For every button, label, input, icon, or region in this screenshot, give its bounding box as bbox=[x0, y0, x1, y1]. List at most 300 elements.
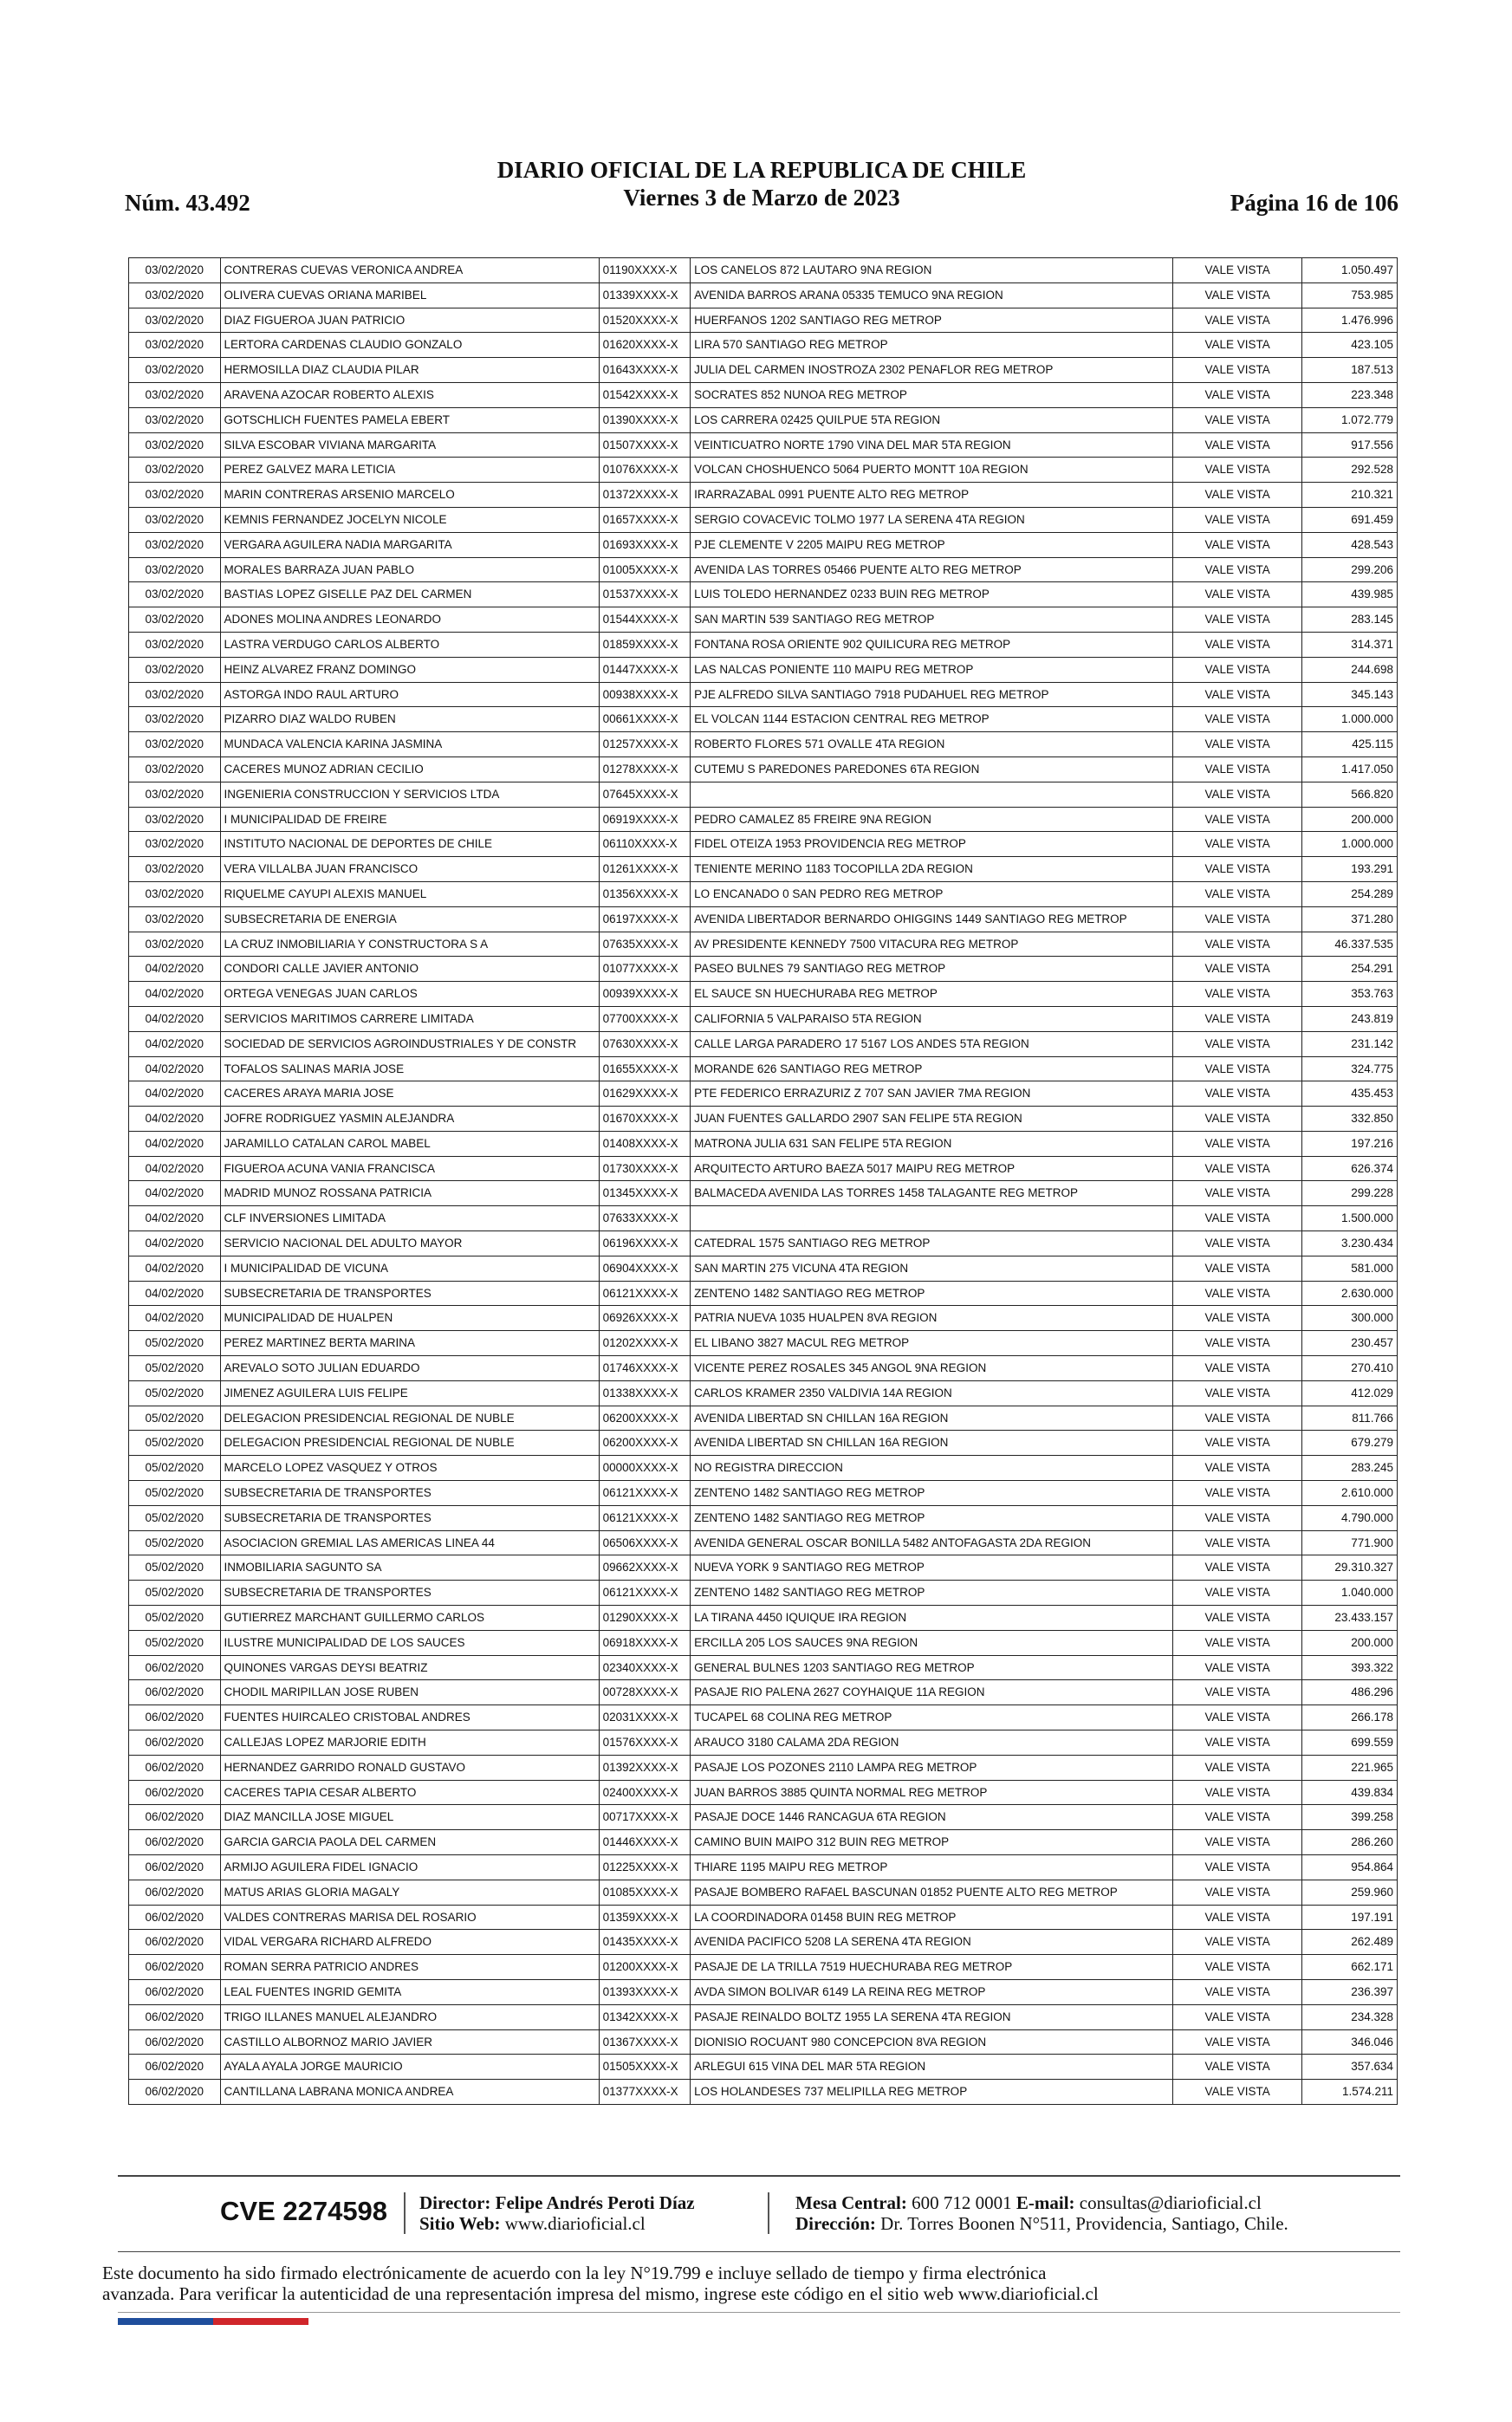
row-date: 05/02/2020 bbox=[129, 1380, 221, 1406]
row-address: ROBERTO FLORES 571 OVALLE 4TA REGION bbox=[691, 732, 1173, 757]
row-rut: 01342XXXX-X bbox=[599, 2004, 691, 2029]
row-beneficiary: AREVALO SOTO JULIAN EDUARDO bbox=[220, 1356, 599, 1381]
table-row bbox=[129, 1905, 1398, 1930]
row-rut: 01693XXXX-X bbox=[599, 532, 691, 557]
row-beneficiary: ORTEGA VENEGAS JUAN CARLOS bbox=[220, 982, 599, 1007]
row-payment-type: VALE VISTA bbox=[1172, 657, 1302, 682]
table-row bbox=[129, 1380, 1398, 1406]
row-address: ARLEGUI 615 VINA DEL MAR 5TA REGION bbox=[691, 2055, 1173, 2080]
row-amount: 283.145 bbox=[1302, 607, 1398, 633]
row-rut: 01290XXXX-X bbox=[599, 1606, 691, 1631]
row-address: LIRA 570 SANTIAGO REG METROP bbox=[691, 333, 1173, 358]
row-rut: 06200XXXX-X bbox=[599, 1431, 691, 1456]
row-amount: 1.476.996 bbox=[1302, 308, 1398, 333]
row-rut: 06904XXXX-X bbox=[599, 1256, 691, 1281]
row-address: EL SAUCE SN HUECHURABA REG METROP bbox=[691, 982, 1173, 1007]
row-amount: 210.321 bbox=[1302, 483, 1398, 508]
row-beneficiary: CALLEJAS LOPEZ MARJORIE EDITH bbox=[220, 1730, 599, 1756]
table-row bbox=[129, 458, 1398, 483]
table-row bbox=[129, 782, 1398, 807]
table-row bbox=[129, 1555, 1398, 1581]
row-amount: 23.433.157 bbox=[1302, 1606, 1398, 1631]
row-beneficiary: HEINZ ALVAREZ FRANZ DOMINGO bbox=[220, 657, 599, 682]
signature-notice bbox=[102, 2263, 1315, 2304]
row-date: 03/02/2020 bbox=[129, 682, 221, 707]
row-payment-type: VALE VISTA bbox=[1172, 1206, 1302, 1231]
mesa-label: Mesa Central: bbox=[795, 2192, 907, 2213]
row-address: PEDRO CAMALEZ 85 FREIRE 9NA REGION bbox=[691, 807, 1173, 832]
payments-table bbox=[128, 257, 1398, 2105]
row-address: CAMINO BUIN MAIPO 312 BUIN REG METROP bbox=[691, 1830, 1173, 1855]
row-rut: 02340XXXX-X bbox=[599, 1655, 691, 1680]
table-row bbox=[129, 507, 1398, 532]
row-address: ARQUITECTO ARTURO BAEZA 5017 MAIPU REG METROP bbox=[691, 1156, 1173, 1181]
table-row bbox=[129, 557, 1398, 582]
page-header bbox=[125, 156, 1398, 217]
row-amount: 1.050.497 bbox=[1302, 258, 1398, 283]
row-date: 06/02/2020 bbox=[129, 1730, 221, 1756]
row-payment-type: VALE VISTA bbox=[1172, 906, 1302, 932]
table-row bbox=[129, 483, 1398, 508]
row-date: 03/02/2020 bbox=[129, 657, 221, 682]
row-beneficiary: KEMNIS FERNANDEZ JOCELYN NICOLE bbox=[220, 507, 599, 532]
table-row bbox=[129, 932, 1398, 957]
row-rut: 07635XXXX-X bbox=[599, 932, 691, 957]
table-row bbox=[129, 2029, 1398, 2055]
page-number: Página 16 de 106 bbox=[1230, 190, 1398, 216]
row-date: 06/02/2020 bbox=[129, 1830, 221, 1855]
row-beneficiary: DELEGACION PRESIDENCIAL REGIONAL DE NUBLE bbox=[220, 1431, 599, 1456]
row-beneficiary: CASTILLO ALBORNOZ MARIO JAVIER bbox=[220, 2029, 599, 2055]
row-beneficiary: LA CRUZ INMOBILIARIA Y CONSTRUCTORA S A bbox=[220, 932, 599, 957]
row-rut: 09662XXXX-X bbox=[599, 1555, 691, 1581]
table-row bbox=[129, 906, 1398, 932]
row-amount: 262.489 bbox=[1302, 1930, 1398, 1955]
row-payment-type: VALE VISTA bbox=[1172, 732, 1302, 757]
row-amount: 283.245 bbox=[1302, 1456, 1398, 1481]
row-amount: 1.500.000 bbox=[1302, 1206, 1398, 1231]
row-payment-type: VALE VISTA bbox=[1172, 756, 1302, 782]
row-payment-type: VALE VISTA bbox=[1172, 1231, 1302, 1256]
row-beneficiary: I MUNICIPALIDAD DE FREIRE bbox=[220, 807, 599, 832]
row-rut: 01200XXXX-X bbox=[599, 1955, 691, 1980]
row-beneficiary: QUINONES VARGAS DEYSI BEATRIZ bbox=[220, 1655, 599, 1680]
footer-mid-rule bbox=[118, 2251, 1400, 2252]
table-row bbox=[129, 1431, 1398, 1456]
table-row bbox=[129, 1755, 1398, 1780]
row-beneficiary: RIQUELME CAYUPI ALEXIS MANUEL bbox=[220, 881, 599, 906]
table-row bbox=[129, 607, 1398, 633]
row-beneficiary: CACERES TAPIA CESAR ALBERTO bbox=[220, 1780, 599, 1805]
notice-line-2: avanzada. Para verificar la autenticidad de una representación impresa del mismo, ingrese este código en el sitio web www.diarioficial.cl bbox=[102, 2283, 1099, 2304]
table-row bbox=[129, 258, 1398, 283]
row-address: THIARE 1195 MAIPU REG METROP bbox=[691, 1855, 1173, 1880]
publication-date: Viernes 3 de Marzo de 2023 bbox=[623, 185, 900, 211]
row-rut: 06926XXXX-X bbox=[599, 1306, 691, 1331]
row-amount: 266.178 bbox=[1302, 1705, 1398, 1730]
row-payment-type: VALE VISTA bbox=[1172, 1131, 1302, 1156]
table-row bbox=[129, 632, 1398, 657]
row-address: AVENIDA LAS TORRES 05466 PUENTE ALTO REG METROP bbox=[691, 557, 1173, 582]
row-amount: 425.115 bbox=[1302, 732, 1398, 757]
row-address: GENERAL BULNES 1203 SANTIAGO REG METROP bbox=[691, 1655, 1173, 1680]
row-beneficiary: SUBSECRETARIA DE TRANSPORTES bbox=[220, 1505, 599, 1530]
row-beneficiary: SERVICIOS MARITIMOS CARRERE LIMITADA bbox=[220, 1006, 599, 1031]
row-beneficiary: ADONES MOLINA ANDRES LEONARDO bbox=[220, 607, 599, 633]
row-address: LOS CANELOS 872 LAUTARO 9NA REGION bbox=[691, 258, 1173, 283]
website-link[interactable]: www.diarioficial.cl bbox=[504, 2213, 646, 2234]
row-rut: 07645XXXX-X bbox=[599, 782, 691, 807]
row-date: 03/02/2020 bbox=[129, 732, 221, 757]
table-row bbox=[129, 1107, 1398, 1132]
row-amount: 699.559 bbox=[1302, 1730, 1398, 1756]
row-amount: 393.322 bbox=[1302, 1655, 1398, 1680]
row-rut: 01505XXXX-X bbox=[599, 2055, 691, 2080]
row-beneficiary: JIMENEZ AGUILERA LUIS FELIPE bbox=[220, 1380, 599, 1406]
row-payment-type: VALE VISTA bbox=[1172, 1056, 1302, 1081]
table-row bbox=[129, 1955, 1398, 1980]
row-rut: 01202XXXX-X bbox=[599, 1331, 691, 1356]
row-payment-type: VALE VISTA bbox=[1172, 2080, 1302, 2105]
table-row bbox=[129, 957, 1398, 982]
row-address: CUTEMU S PAREDONES PAREDONES 6TA REGION bbox=[691, 756, 1173, 782]
row-address: VEINTICUATRO NORTE 1790 VINA DEL MAR 5TA REGION bbox=[691, 432, 1173, 458]
table-row bbox=[129, 1655, 1398, 1680]
row-address bbox=[691, 782, 1173, 807]
row-amount: 357.634 bbox=[1302, 2055, 1398, 2080]
row-date: 05/02/2020 bbox=[129, 1505, 221, 1530]
issue-number: Núm. 43.492 bbox=[125, 190, 250, 216]
row-payment-type: VALE VISTA bbox=[1172, 258, 1302, 283]
row-amount: 244.698 bbox=[1302, 657, 1398, 682]
row-address: LO ENCANADO 0 SAN PEDRO REG METROP bbox=[691, 881, 1173, 906]
row-rut: 01620XXXX-X bbox=[599, 333, 691, 358]
notice-line-1: Este documento ha sido firmado electrónicamente de acuerdo con la ley N°19.799 e incluye sellado de tiempo y firma electrónica bbox=[102, 2263, 1047, 2283]
row-amount: 299.228 bbox=[1302, 1181, 1398, 1206]
row-amount: 332.850 bbox=[1302, 1107, 1398, 1132]
row-amount: 428.543 bbox=[1302, 532, 1398, 557]
row-rut: 06121XXXX-X bbox=[599, 1481, 691, 1506]
row-beneficiary: GARCIA GARCIA PAOLA DEL CARMEN bbox=[220, 1830, 599, 1855]
row-amount: 254.289 bbox=[1302, 881, 1398, 906]
row-beneficiary: FUENTES HUIRCALEO CRISTOBAL ANDRES bbox=[220, 1705, 599, 1730]
row-address: NO REGISTRA DIRECCION bbox=[691, 1456, 1173, 1481]
row-address: JUAN FUENTES GALLARDO 2907 SAN FELIPE 5TA REGION bbox=[691, 1107, 1173, 1132]
address-line bbox=[795, 2213, 1288, 2234]
table-row bbox=[129, 1281, 1398, 1306]
row-amount: 299.206 bbox=[1302, 557, 1398, 582]
row-address: AVENIDA BARROS ARANA 05335 TEMUCO 9NA REGION bbox=[691, 282, 1173, 308]
contact-line bbox=[795, 2192, 1288, 2213]
row-rut: 01507XXXX-X bbox=[599, 432, 691, 458]
row-payment-type: VALE VISTA bbox=[1172, 1606, 1302, 1631]
row-payment-type: VALE VISTA bbox=[1172, 1356, 1302, 1381]
row-beneficiary: SUBSECRETARIA DE TRANSPORTES bbox=[220, 1581, 599, 1606]
row-rut: 01393XXXX-X bbox=[599, 1979, 691, 2004]
row-amount: 1.000.000 bbox=[1302, 832, 1398, 857]
row-address: PTE FEDERICO ERRAZURIZ Z 707 SAN JAVIER 7MA REGION bbox=[691, 1081, 1173, 1107]
row-amount: 626.374 bbox=[1302, 1156, 1398, 1181]
row-address: JUAN BARROS 3885 QUINTA NORMAL REG METROP bbox=[691, 1780, 1173, 1805]
table-row bbox=[129, 1156, 1398, 1181]
table-row bbox=[129, 1505, 1398, 1530]
footer-separator bbox=[404, 2192, 406, 2234]
table-row bbox=[129, 1306, 1398, 1331]
row-amount: 811.766 bbox=[1302, 1406, 1398, 1431]
row-address: SAN MARTIN 539 SANTIAGO REG METROP bbox=[691, 607, 1173, 633]
table-row bbox=[129, 532, 1398, 557]
row-beneficiary: SUBSECRETARIA DE ENERGIA bbox=[220, 906, 599, 932]
table-row bbox=[129, 1780, 1398, 1805]
row-address: IRARRAZABAL 0991 PUENTE ALTO REG METROP bbox=[691, 483, 1173, 508]
row-amount: 314.371 bbox=[1302, 632, 1398, 657]
row-payment-type: VALE VISTA bbox=[1172, 1555, 1302, 1581]
row-payment-type: VALE VISTA bbox=[1172, 1530, 1302, 1555]
row-date: 03/02/2020 bbox=[129, 358, 221, 383]
row-beneficiary: MUNICIPALIDAD DE HUALPEN bbox=[220, 1306, 599, 1331]
row-beneficiary: LERTORA CARDENAS CLAUDIO GONZALO bbox=[220, 333, 599, 358]
row-address: SERGIO COVACEVIC TOLMO 1977 LA SERENA 4TA REGION bbox=[691, 507, 1173, 532]
row-date: 06/02/2020 bbox=[129, 1855, 221, 1880]
row-address: PJE CLEMENTE V 2205 MAIPU REG METROP bbox=[691, 532, 1173, 557]
row-amount: 270.410 bbox=[1302, 1356, 1398, 1381]
row-address: HUERFANOS 1202 SANTIAGO REG METROP bbox=[691, 308, 1173, 333]
row-amount: 234.328 bbox=[1302, 2004, 1398, 2029]
row-payment-type: VALE VISTA bbox=[1172, 857, 1302, 882]
row-date: 03/02/2020 bbox=[129, 582, 221, 607]
row-payment-type: VALE VISTA bbox=[1172, 632, 1302, 657]
row-beneficiary: BASTIAS LOPEZ GISELLE PAZ DEL CARMEN bbox=[220, 582, 599, 607]
row-payment-type: VALE VISTA bbox=[1172, 358, 1302, 383]
row-rut: 00000XXXX-X bbox=[599, 1456, 691, 1481]
row-rut: 01730XXXX-X bbox=[599, 1156, 691, 1181]
row-address: AV PRESIDENTE KENNEDY 7500 VITACURA REG METROP bbox=[691, 932, 1173, 957]
row-date: 03/02/2020 bbox=[129, 507, 221, 532]
table-row bbox=[129, 881, 1398, 906]
table-row bbox=[129, 1481, 1398, 1506]
row-payment-type: VALE VISTA bbox=[1172, 2004, 1302, 2029]
row-rut: 06121XXXX-X bbox=[599, 1581, 691, 1606]
row-beneficiary: INSTITUTO NACIONAL DE DEPORTES DE CHILE bbox=[220, 832, 599, 857]
row-address: CARLOS KRAMER 2350 VALDIVIA 14A REGION bbox=[691, 1380, 1173, 1406]
row-beneficiary: VALDES CONTRERAS MARISA DEL ROSARIO bbox=[220, 1905, 599, 1930]
row-payment-type: VALE VISTA bbox=[1172, 1830, 1302, 1855]
row-amount: 1.000.000 bbox=[1302, 707, 1398, 732]
row-rut: 01076XXXX-X bbox=[599, 458, 691, 483]
row-beneficiary: MORALES BARRAZA JUAN PABLO bbox=[220, 557, 599, 582]
website-line bbox=[419, 2213, 695, 2234]
row-rut: 06110XXXX-X bbox=[599, 832, 691, 857]
row-amount: 324.775 bbox=[1302, 1056, 1398, 1081]
row-rut: 07630XXXX-X bbox=[599, 1031, 691, 1056]
row-date: 06/02/2020 bbox=[129, 1805, 221, 1830]
row-rut: 00939XXXX-X bbox=[599, 982, 691, 1007]
row-amount: 412.029 bbox=[1302, 1380, 1398, 1406]
row-payment-type: VALE VISTA bbox=[1172, 1031, 1302, 1056]
row-date: 04/02/2020 bbox=[129, 1056, 221, 1081]
table-row bbox=[129, 1231, 1398, 1256]
row-amount: 243.819 bbox=[1302, 1006, 1398, 1031]
row-rut: 00717XXXX-X bbox=[599, 1805, 691, 1830]
row-amount: 187.513 bbox=[1302, 358, 1398, 383]
email-label: E-mail: bbox=[1016, 2192, 1075, 2213]
row-date: 04/02/2020 bbox=[129, 1206, 221, 1231]
row-payment-type: VALE VISTA bbox=[1172, 807, 1302, 832]
row-address: AVDA SIMON BOLIVAR 6149 LA REINA REG METROP bbox=[691, 1979, 1173, 2004]
row-address: JULIA DEL CARMEN INOSTROZA 2302 PENAFLOR REG METROP bbox=[691, 358, 1173, 383]
row-date: 03/02/2020 bbox=[129, 857, 221, 882]
row-address: ARAUCO 3180 CALAMA 2DA REGION bbox=[691, 1730, 1173, 1756]
table-row bbox=[129, 2004, 1398, 2029]
table-row bbox=[129, 432, 1398, 458]
row-beneficiary: ARAVENA AZOCAR ROBERTO ALEXIS bbox=[220, 382, 599, 407]
row-address: CATEDRAL 1575 SANTIAGO REG METROP bbox=[691, 1231, 1173, 1256]
row-amount: 29.310.327 bbox=[1302, 1555, 1398, 1581]
row-payment-type: VALE VISTA bbox=[1172, 458, 1302, 483]
row-payment-type: VALE VISTA bbox=[1172, 333, 1302, 358]
row-address: AVENIDA LIBERTAD SN CHILLAN 16A REGION bbox=[691, 1431, 1173, 1456]
row-amount: 4.790.000 bbox=[1302, 1505, 1398, 1530]
row-rut: 01190XXXX-X bbox=[599, 258, 691, 283]
row-amount: 346.046 bbox=[1302, 2029, 1398, 2055]
row-rut: 01446XXXX-X bbox=[599, 1830, 691, 1855]
row-date: 03/02/2020 bbox=[129, 557, 221, 582]
row-beneficiary: VERA VILLALBA JUAN FRANCISCO bbox=[220, 857, 599, 882]
row-rut: 06196XXXX-X bbox=[599, 1231, 691, 1256]
row-rut: 01077XXXX-X bbox=[599, 957, 691, 982]
row-date: 03/02/2020 bbox=[129, 632, 221, 657]
row-date: 03/02/2020 bbox=[129, 532, 221, 557]
table-row bbox=[129, 807, 1398, 832]
row-address: AVENIDA LIBERTADOR BERNARDO OHIGGINS 1449 SANTIAGO REG METROP bbox=[691, 906, 1173, 932]
row-payment-type: VALE VISTA bbox=[1172, 1107, 1302, 1132]
table-row bbox=[129, 857, 1398, 882]
row-address: MORANDE 626 SANTIAGO REG METROP bbox=[691, 1056, 1173, 1081]
table-row bbox=[129, 333, 1398, 358]
table-row bbox=[129, 1131, 1398, 1156]
footer-bottom-rule bbox=[118, 2312, 1400, 2313]
row-beneficiary: VIDAL VERGARA RICHARD ALFREDO bbox=[220, 1930, 599, 1955]
row-amount: 1.040.000 bbox=[1302, 1581, 1398, 1606]
table-row bbox=[129, 732, 1398, 757]
footer-director-block bbox=[419, 2192, 695, 2234]
row-address: LOS CARRERA 02425 QUILPUE 5TA REGION bbox=[691, 407, 1173, 432]
row-beneficiary: CANTILLANA LABRANA MONICA ANDREA bbox=[220, 2080, 599, 2105]
row-date: 03/02/2020 bbox=[129, 807, 221, 832]
row-address: ERCILLA 205 LOS SAUCES 9NA REGION bbox=[691, 1630, 1173, 1655]
row-address: TUCAPEL 68 COLINA REG METROP bbox=[691, 1705, 1173, 1730]
row-rut: 01520XXXX-X bbox=[599, 308, 691, 333]
row-amount: 286.260 bbox=[1302, 1830, 1398, 1855]
table-row bbox=[129, 382, 1398, 407]
row-rut: 06918XXXX-X bbox=[599, 1630, 691, 1655]
row-rut: 07633XXXX-X bbox=[599, 1206, 691, 1231]
row-address: CALIFORNIA 5 VALPARAISO 5TA REGION bbox=[691, 1006, 1173, 1031]
row-date: 05/02/2020 bbox=[129, 1481, 221, 1506]
row-date: 06/02/2020 bbox=[129, 1979, 221, 2004]
table-row bbox=[129, 582, 1398, 607]
row-rut: 01005XXXX-X bbox=[599, 557, 691, 582]
email-link[interactable]: consultas@diarioficial.cl bbox=[1079, 2192, 1262, 2213]
row-date: 04/02/2020 bbox=[129, 1231, 221, 1256]
row-date: 05/02/2020 bbox=[129, 1530, 221, 1555]
row-amount: 230.457 bbox=[1302, 1331, 1398, 1356]
row-payment-type: VALE VISTA bbox=[1172, 1705, 1302, 1730]
row-address: SOCRATES 852 NUNOA REG METROP bbox=[691, 382, 1173, 407]
row-beneficiary: AYALA AYALA JORGE MAURICIO bbox=[220, 2055, 599, 2080]
row-address: ZENTENO 1482 SANTIAGO REG METROP bbox=[691, 1481, 1173, 1506]
row-beneficiary: HERMOSILLA DIAZ CLAUDIA PILAR bbox=[220, 358, 599, 383]
row-rut: 01261XXXX-X bbox=[599, 857, 691, 882]
row-address: BALMACEDA AVENIDA LAS TORRES 1458 TALAGANTE REG METROP bbox=[691, 1181, 1173, 1206]
row-date: 03/02/2020 bbox=[129, 483, 221, 508]
row-address: PASAJE REINALDO BOLTZ 1955 LA SERENA 4TA REGION bbox=[691, 2004, 1173, 2029]
table-row bbox=[129, 982, 1398, 1007]
row-rut: 06197XXXX-X bbox=[599, 906, 691, 932]
row-amount: 200.000 bbox=[1302, 1630, 1398, 1655]
row-address: PASAJE DOCE 1446 RANCAGUA 6TA REGION bbox=[691, 1805, 1173, 1830]
row-amount: 200.000 bbox=[1302, 807, 1398, 832]
row-amount: 566.820 bbox=[1302, 782, 1398, 807]
footer bbox=[118, 2185, 1400, 2243]
row-rut: 01670XXXX-X bbox=[599, 1107, 691, 1132]
table-row bbox=[129, 407, 1398, 432]
row-beneficiary: PIZARRO DIAZ WALDO RUBEN bbox=[220, 707, 599, 732]
row-amount: 439.985 bbox=[1302, 582, 1398, 607]
table-row bbox=[129, 2055, 1398, 2080]
row-address: LA TIRANA 4450 IQUIQUE IRA REGION bbox=[691, 1606, 1173, 1631]
row-address: EL LIBANO 3827 MACUL REG METROP bbox=[691, 1331, 1173, 1356]
row-rut: 06200XXXX-X bbox=[599, 1406, 691, 1431]
row-date: 03/02/2020 bbox=[129, 932, 221, 957]
row-beneficiary: ROMAN SERRA PATRICIO ANDRES bbox=[220, 1955, 599, 1980]
address-value: Dr. Torres Boonen N°511, Providencia, Santiago, Chile. bbox=[880, 2213, 1288, 2234]
row-payment-type: VALE VISTA bbox=[1172, 308, 1302, 333]
row-beneficiary: ASOCIACION GREMIAL LAS AMERICAS LINEA 44 bbox=[220, 1530, 599, 1555]
row-beneficiary: GOTSCHLICH FUENTES PAMELA EBERT bbox=[220, 407, 599, 432]
row-rut: 01345XXXX-X bbox=[599, 1181, 691, 1206]
row-amount: 1.072.779 bbox=[1302, 407, 1398, 432]
table-row bbox=[129, 1805, 1398, 1830]
row-payment-type: VALE VISTA bbox=[1172, 483, 1302, 508]
row-address: LAS NALCAS PONIENTE 110 MAIPU REG METROP bbox=[691, 657, 1173, 682]
table-row bbox=[129, 1006, 1398, 1031]
row-address: PATRIA NUEVA 1035 HUALPEN 8VA REGION bbox=[691, 1306, 1173, 1331]
row-date: 03/02/2020 bbox=[129, 881, 221, 906]
table-row bbox=[129, 1456, 1398, 1481]
row-payment-type: VALE VISTA bbox=[1172, 1406, 1302, 1431]
flag-stripe-red bbox=[213, 2318, 308, 2325]
row-beneficiary: GUTIERREZ MARCHANT GUILLERMO CARLOS bbox=[220, 1606, 599, 1631]
row-amount: 581.000 bbox=[1302, 1256, 1398, 1281]
row-beneficiary: PEREZ MARTINEZ BERTA MARINA bbox=[220, 1331, 599, 1356]
row-beneficiary: INGENIERIA CONSTRUCCION Y SERVICIOS LTDA bbox=[220, 782, 599, 807]
row-amount: 1.574.211 bbox=[1302, 2080, 1398, 2105]
row-payment-type: VALE VISTA bbox=[1172, 1955, 1302, 1980]
table-row bbox=[129, 1930, 1398, 1955]
row-rut: 01859XXXX-X bbox=[599, 632, 691, 657]
table-row bbox=[129, 1606, 1398, 1631]
row-rut: 02400XXXX-X bbox=[599, 1780, 691, 1805]
row-date: 06/02/2020 bbox=[129, 1930, 221, 1955]
footer-contact-block bbox=[795, 2192, 1288, 2234]
row-beneficiary: ASTORGA INDO RAUL ARTURO bbox=[220, 682, 599, 707]
row-address: ZENTENO 1482 SANTIAGO REG METROP bbox=[691, 1581, 1173, 1606]
row-beneficiary: ARMIJO AGUILERA FIDEL IGNACIO bbox=[220, 1855, 599, 1880]
row-rut: 01435XXXX-X bbox=[599, 1930, 691, 1955]
row-date: 03/02/2020 bbox=[129, 258, 221, 283]
row-payment-type: VALE VISTA bbox=[1172, 2055, 1302, 2080]
